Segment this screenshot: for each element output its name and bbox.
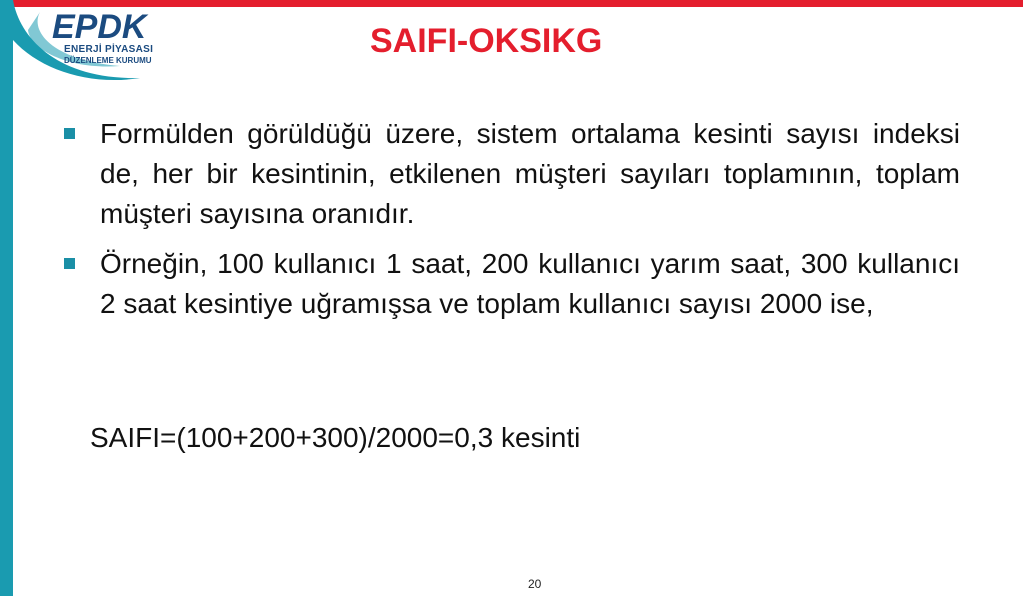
- epdk-logo: [0, 0, 200, 90]
- logo-subtitle-line2: DÜZENLEME KURUMU: [64, 56, 152, 65]
- bullet-square-icon: [64, 258, 75, 269]
- logo-mark: EPDK: [52, 8, 147, 46]
- bullet-item: [62, 114, 960, 234]
- bullet-text: Formülden görüldüğü üzere, sistem ortalama kesinti sayısı indeksi de, her bir kesintinin, etkilenen müşteri sayıları toplamının, toplam müşteri sayısına oranıdır.: [100, 118, 960, 229]
- slide-content: [62, 114, 960, 334]
- slide-title: SAIFI-OKSIKG: [370, 22, 603, 60]
- bullet-item: [62, 244, 960, 324]
- saifi-formula: SAIFI=(100+200+300)/2000=0,3 kesinti: [90, 422, 581, 453]
- bullet-square-icon: [64, 128, 75, 139]
- logo-subtitle-line1: ENERJİ PİYASASI: [64, 44, 154, 55]
- bullet-text: Örneğin, 100 kullanıcı 1 saat, 200 kullanıcı yarım saat, 300 kullanıcı 2 saat kesintiye uğramışsa ve toplam kullanıcı sayısı 2000 ise,: [100, 248, 960, 319]
- page-number: 20: [528, 577, 542, 591]
